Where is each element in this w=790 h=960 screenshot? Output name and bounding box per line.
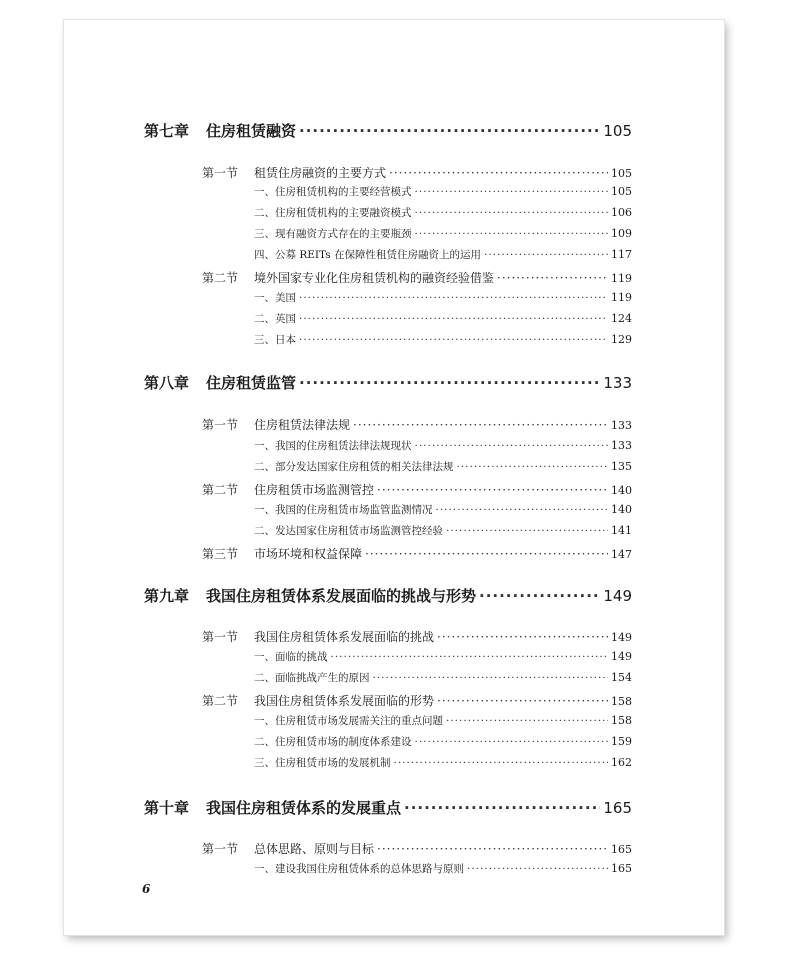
table-of-contents <box>64 20 724 935</box>
page-ref: 133 <box>603 374 632 392</box>
toc-item <box>254 247 632 262</box>
page-ref: 140 <box>611 503 632 516</box>
page-ref: 159 <box>611 735 632 748</box>
dot-leader <box>299 374 600 392</box>
chapter-number: 第七章 <box>144 122 190 140</box>
toc-item <box>254 502 632 517</box>
section-title: 我国住房租赁体系发展面临的挑战 <box>254 630 435 644</box>
dot-leader <box>467 863 608 875</box>
dot-leader <box>299 334 608 346</box>
dot-leader <box>437 694 608 708</box>
section-number: 第一节 <box>202 418 239 432</box>
book-page <box>64 20 724 935</box>
page-ref: 158 <box>611 695 632 708</box>
toc-section <box>202 628 632 645</box>
dot-leader <box>479 587 600 605</box>
page-ref: 154 <box>611 671 632 684</box>
dot-leader <box>299 313 608 325</box>
dot-leader <box>457 461 609 473</box>
page-ref: 149 <box>611 631 632 644</box>
item-title: 一、住房租赁市场发展需关注的重点问题 <box>254 715 443 727</box>
toc-item <box>254 734 632 749</box>
section-title: 我国住房租赁体系发展面临的形势 <box>254 694 435 708</box>
item-title: 二、住房租赁机构的主要融资模式 <box>254 207 412 219</box>
item-title: 一、建设我国住房租赁体系的总体思路与原则 <box>254 863 464 875</box>
dot-leader <box>497 271 608 285</box>
page-ref: 165 <box>611 862 632 875</box>
page-number: 6 <box>142 882 151 896</box>
dot-leader <box>437 630 608 644</box>
page-ref: 106 <box>611 206 632 219</box>
page-ref: 109 <box>611 227 632 240</box>
toc-section <box>202 840 632 857</box>
page-ref: 140 <box>611 484 632 497</box>
toc-section <box>202 416 632 433</box>
item-title: 二、住房租赁市场的制度体系建设 <box>254 736 412 748</box>
dot-leader <box>377 842 608 856</box>
toc-item <box>254 755 632 770</box>
item-title: 二、面临挑战产生的原因 <box>254 672 370 684</box>
page-ref: 105 <box>603 122 632 140</box>
page-ref: 162 <box>611 756 632 769</box>
dot-leader <box>377 483 608 497</box>
dot-leader <box>404 799 600 817</box>
toc-item <box>254 290 632 305</box>
section-number: 第二节 <box>202 271 239 285</box>
toc-item <box>254 438 632 453</box>
toc-chapter <box>144 120 632 141</box>
page-ref: 133 <box>611 419 632 432</box>
toc-item <box>254 184 632 199</box>
dot-leader <box>415 736 609 748</box>
toc-item <box>254 670 632 685</box>
toc-item <box>254 649 632 664</box>
item-title: 二、英国 <box>254 313 296 325</box>
page-ref: 105 <box>611 185 632 198</box>
dot-leader <box>415 186 609 198</box>
chapter-title: 我国住房租赁体系的发展重点 <box>206 799 402 817</box>
section-number: 第二节 <box>202 483 239 497</box>
chapter-title: 住房租赁监管 <box>206 374 297 392</box>
toc-item <box>254 205 632 220</box>
item-title: 三、日本 <box>254 334 296 346</box>
page-ref: 149 <box>603 587 632 605</box>
section-title: 租赁住房融资的主要方式 <box>254 166 387 180</box>
dot-leader <box>415 440 609 452</box>
dot-leader <box>436 504 609 516</box>
section-number: 第二节 <box>202 694 239 708</box>
item-title: 一、美国 <box>254 292 296 304</box>
toc-item <box>254 332 632 347</box>
toc-item <box>254 861 632 876</box>
toc-item <box>254 713 632 728</box>
dot-leader <box>389 166 608 180</box>
item-title: 二、部分发达国家住房租赁的相关法律法规 <box>254 461 454 473</box>
item-title: 一、我国的住房租赁法律法规现状 <box>254 440 412 452</box>
dot-leader <box>415 228 609 240</box>
item-title: 二、发达国家住房租赁市场监测管控经验 <box>254 525 443 537</box>
dot-leader <box>331 651 609 663</box>
page-ref: 119 <box>611 291 632 304</box>
page-ref: 119 <box>611 272 632 285</box>
dot-leader <box>365 547 608 561</box>
toc-item <box>254 311 632 326</box>
page-ref: 141 <box>611 524 632 537</box>
toc-section <box>202 545 632 562</box>
section-title: 市场环境和权益保障 <box>254 547 363 561</box>
item-title: 一、面临的挑战 <box>254 651 328 663</box>
section-title: 住房租赁法律法规 <box>254 418 351 432</box>
dot-leader <box>353 418 608 432</box>
page-ref: 165 <box>611 843 632 856</box>
page-ref: 133 <box>611 439 632 452</box>
toc-item <box>254 459 632 474</box>
chapter-title: 我国住房租赁体系发展面临的挑战与形势 <box>206 587 477 605</box>
dot-leader <box>484 249 608 261</box>
chapter-title: 住房租赁融资 <box>206 122 297 140</box>
chapter-number: 第八章 <box>144 374 190 392</box>
page-ref: 135 <box>611 460 632 473</box>
dot-leader <box>446 525 608 537</box>
item-title: 三、住房租赁市场的发展机制 <box>254 757 391 769</box>
toc-section <box>202 692 632 709</box>
dot-leader <box>373 672 609 684</box>
page-ref: 149 <box>611 650 632 663</box>
toc-section <box>202 481 632 498</box>
page-ref: 147 <box>611 548 632 561</box>
section-title: 境外国家专业化住房租赁机构的融资经验借鉴 <box>254 271 495 285</box>
dot-leader <box>394 757 609 769</box>
section-number: 第一节 <box>202 166 239 180</box>
section-title: 总体思路、原则与目标 <box>254 842 375 856</box>
page-ref: 165 <box>603 799 632 817</box>
dot-leader <box>299 122 600 140</box>
toc-section <box>202 164 632 181</box>
toc-item <box>254 523 632 538</box>
dot-leader <box>446 715 608 727</box>
page-ref: 117 <box>611 248 632 261</box>
item-title: 三、现有融资方式存在的主要瓶颈 <box>254 228 412 240</box>
section-number: 第三节 <box>202 547 239 561</box>
page-ref: 158 <box>611 714 632 727</box>
page-ref: 124 <box>611 312 632 325</box>
chapter-number: 第十章 <box>144 799 190 817</box>
toc-section <box>202 269 632 286</box>
item-title: 一、我国的住房租赁市场监管监测情况 <box>254 504 433 516</box>
dot-leader <box>299 292 608 304</box>
page-ref: 105 <box>611 167 632 180</box>
dot-leader <box>415 207 609 219</box>
toc-chapter <box>144 585 632 606</box>
page-ref: 129 <box>611 333 632 346</box>
toc-chapter <box>144 797 632 818</box>
toc-item <box>254 226 632 241</box>
toc-chapter <box>144 372 632 393</box>
chapter-number: 第九章 <box>144 587 190 605</box>
section-title: 住房租赁市场监测管控 <box>254 483 375 497</box>
section-number: 第一节 <box>202 630 239 644</box>
section-number: 第一节 <box>202 842 239 856</box>
item-title: 一、住房租赁机构的主要经营模式 <box>254 186 412 198</box>
item-title: 四、公募 REITs 在保障性租赁住房融资上的运用 <box>254 249 482 261</box>
